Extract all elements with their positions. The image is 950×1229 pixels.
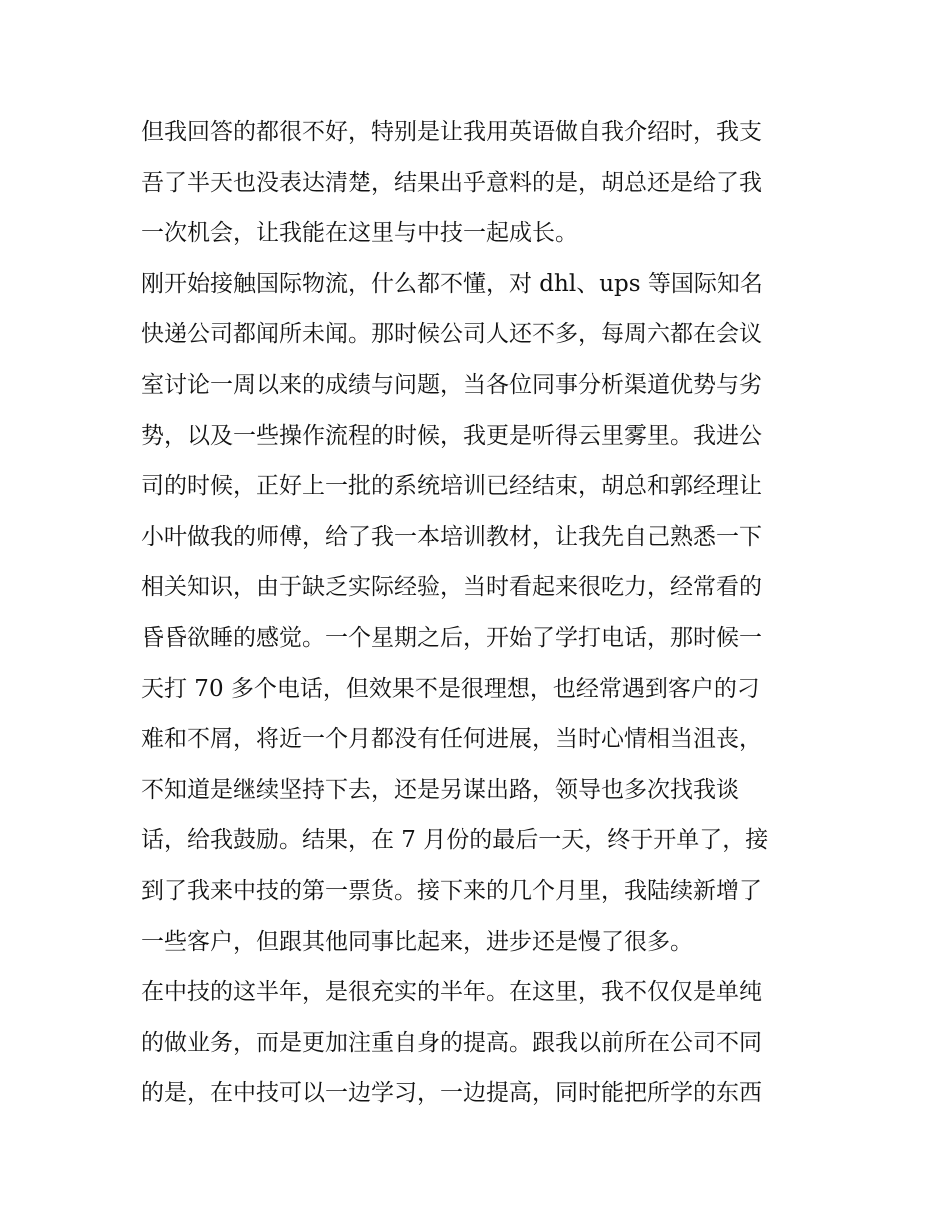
text-line: 小叶做我的师傅，给了我一本培训教材，让我先自己熟悉一下: [141, 523, 762, 550]
text-line: 难和不屑，将近一个月都没有任何进展，当时心情相当沮丧，: [141, 726, 762, 753]
text-line: 的是，在中技可以一边学习，一边提高，同时能把所学的东西: [141, 1080, 762, 1107]
text-line: 的做业务，而是更加注重自身的提高。跟我以前所在公司不同: [141, 1029, 762, 1056]
text-line: 司的时候，正好上一批的系统培训已经结束，胡总和郭经理让: [141, 473, 762, 500]
text-line: 到了我来中技的第一票货。接下来的几个月里，我陆续新增了: [141, 877, 762, 904]
text-line: 在中技的这半年，是很充实的半年。在这里，我不仅仅是单纯: [141, 979, 762, 1006]
text-line: 快递公司都闻所未闻。那时候公司人还不多，每周六都在会议: [141, 321, 762, 348]
text-line: 天打 70 多个电话，但效果不是很理想，也经常遇到客户的刁: [141, 675, 760, 702]
text-line: 昏昏欲睡的感觉。一个星期之后，开始了学打电话，那时候一: [141, 624, 762, 651]
text-line: 刚开始接触国际物流，什么都不懂，对 dhl、ups 等国际知名: [141, 270, 763, 297]
text-line: 相关知识，由于缺乏实际经验，当时看起来很吃力，经常看的: [141, 574, 762, 601]
text-line: 吾了半天也没表达清楚，结果出乎意料的是，胡总还是给了我: [141, 169, 762, 196]
text-line: 但我回答的都很不好，特别是让我用英语做自我介绍时，我支: [141, 119, 762, 145]
document-body: [141, 107, 821, 1119]
text-line: 一次机会，让我能在这里与中技一起成长。: [141, 220, 578, 247]
text-line: 不知道是继续坚持下去，还是另谋出路，领导也多次找我谈: [141, 776, 739, 803]
text-line: 话，给我鼓励。结果，在 7 月份的最后一天，终于开单了，接: [141, 827, 769, 854]
text-line: 一些客户，但跟其他同事比起来，进步还是慢了很多。: [141, 928, 693, 955]
text-line: 室讨论一周以来的成绩与问题，当各位同事分析渠道优势与劣: [141, 371, 762, 398]
text-line: 势，以及一些操作流程的时候，我更是听得云里雾里。我进公: [141, 422, 762, 449]
